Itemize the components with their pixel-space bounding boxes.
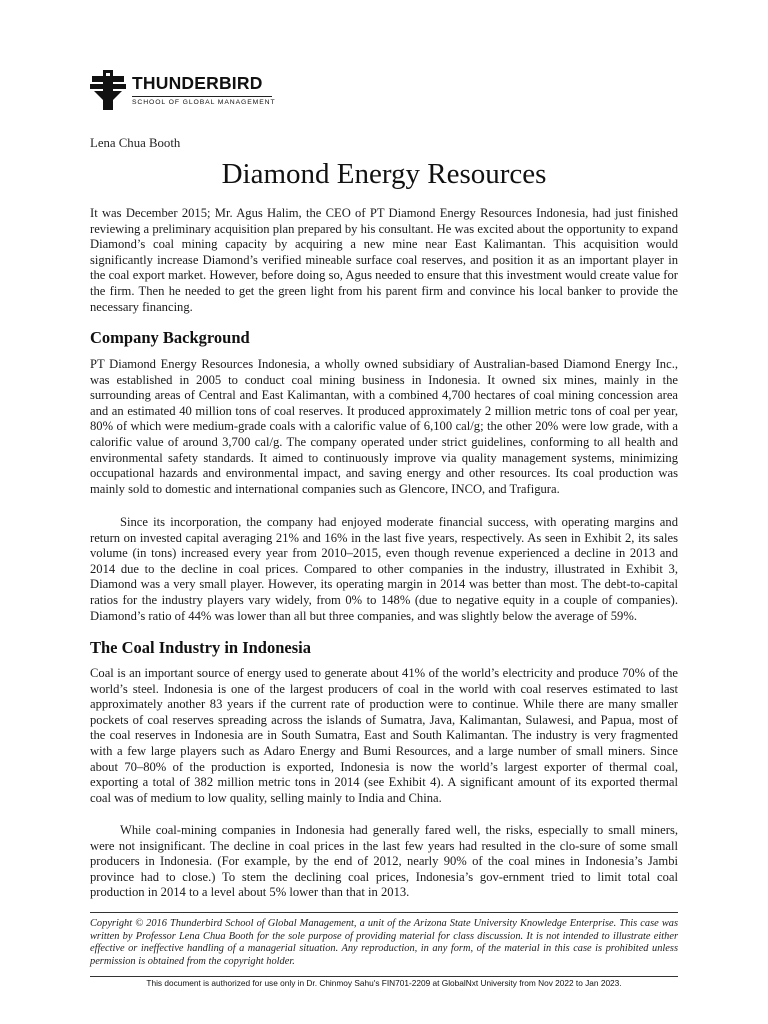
authorization-divider [90, 976, 678, 977]
section-heading-coal-industry: The Coal Industry in Indonesia [90, 638, 311, 657]
page-title: Diamond Energy Resources [221, 158, 547, 190]
thunderbird-emblem-icon [90, 70, 126, 110]
coal-industry-paragraph-1: Coal is an important source of energy used to generate about 41% of the world’s electricity and produce 70% of the world’s steel. Indonesia is one of the largest producers of coal in the world with coal reserves estimated to last approximately another 83 years if the current rate of production were to continue. While there are many smaller pockets of coal reserves spreading across the islands of Sumatra, Java, Kalimantan, Sulawesi, and Papua, most of the coal reserves in Indonesia are in South Sumatra, East and South Kalimantan. The industry is very fragmented with a few large players such as Adaro Energy and Bumi Resources, and a large number of small miners. Since about 70–80% of the production is exported, Indonesia is now the world’s largest exporter of thermal coal, exporting a total of 382 million metric tons in 2014 (see Exhibit 4). A significant amount of its exported thermal coal was of medium to low quality, selling mainly to India and China. [90, 666, 678, 805]
section-heading-company-background: Company Background [90, 328, 250, 347]
author-name: Lena Chua Booth [90, 136, 181, 150]
logo-subtitle: SCHOOL OF GLOBAL MANAGEMENT [132, 96, 272, 106]
footer-divider [90, 912, 678, 913]
coal-industry-paragraph-2: While coal-mining companies in Indonesia had generally fared well, the risks, especially to small miners, were not insignificant. The decline in coal prices in the last few years had resulted in the clo-sure of some small producers in Indonesia. (For example, by the end of 2012, nearly 90% of the coal mines in Indonesia’s Jambi province had to close.) To stem the declining coal prices, Indonesia’s gov-ernment tried to limit total coal production in 2014 to a level about 5% lower than that in 2013. [90, 823, 678, 900]
company-background-paragraph-1: PT Diamond Energy Resources Indonesia, a wholly owned subsidiary of Australian-based Diamond Energy Inc., was established in 2005 to conduct coal mining business in Indonesia. It owned six mines, mainly in the surrounding areas of Central and East Kalimantan, with a combined 4,700 hectares of coal mining concession area and an estimated 40 million tons of coal reserves. It produced approximately 2 million metric tons of coal per year, 80% of which were medium-grade coals with a calorific value of 6,100 cal/g; the other 20% were low grade, with a calorific value of around 3,700 cal/g. The company operated under strict guidelines, conforming to all health and environmental safety standards. It aimed to continuously improve via quality management systems, minimizing occupational hazards and environmental impact, and saving energy and other resources. Its coal production was mainly sold to domestic and international companies such as Glencore, INCO, and Trafigura. [90, 357, 678, 496]
logo-name: THUNDERBIRD [132, 73, 263, 93]
intro-paragraph: It was December 2015; Mr. Agus Halim, the CEO of PT Diamond Energy Resources Indonesia, had just finished reviewing a preliminary acquisition plan prepared by his consultant. He was excited about the opportunity to expand Diamond’s coal mining capacity by acquiring a new mine near East Kalimantan. This acquisition would significantly increase Diamond’s verified mineable surface coal reserves, and position it as an important player in the coal export market. However, before doing so, Agus needed to ensure that this investment would create value for the firm. Then he needed to get the green light from his parent firm and convince his local banker to provide the necessary financing. [90, 206, 678, 314]
company-background-paragraph-2: Since its incorporation, the company had enjoyed moderate financial success, with operating margins and return on invested capital averaging 21% and 16% in the last five years, respectively. As seen in Exhibit 2, its sales volume (in tons) increased every year from 2010–2015, even though revenue experienced a decline in 2013 and 2014 due to the decline in coal prices. Compared to other companies in the industry, illustrated in Exhibit 3, Diamond was a very small player. However, its operating margin in 2014 was better than most. The debt-to-capital ratios for the industry players vary widely, from 0% to 148% (due to negative equity in a couple of companies). Diamond’s ratio of 44% was lower than all but three companies, and was slightly below the average of 59%. [90, 515, 678, 623]
thunderbird-logo [90, 70, 290, 110]
authorization-notice: This document is authorized for use only in Dr. Chinmoy Sahu's FIN701-2209 at GlobalNxt University from Nov 2022 to Jan 2023. [146, 978, 622, 988]
copyright-notice: Copyright © 2016 Thunderbird School of Global Management, a unit of the Arizona State University Knowledge Enterprise. This case was written by Professor Lena Chua Booth for the sole purpose of providing material for class discussion. It is not intended to illustrate either effective or ineffective handling of a managerial situation. Any reproduction, in any form, of the material in this case is prohibited unless permission is obtained from the copyright holder. [90, 918, 678, 967]
